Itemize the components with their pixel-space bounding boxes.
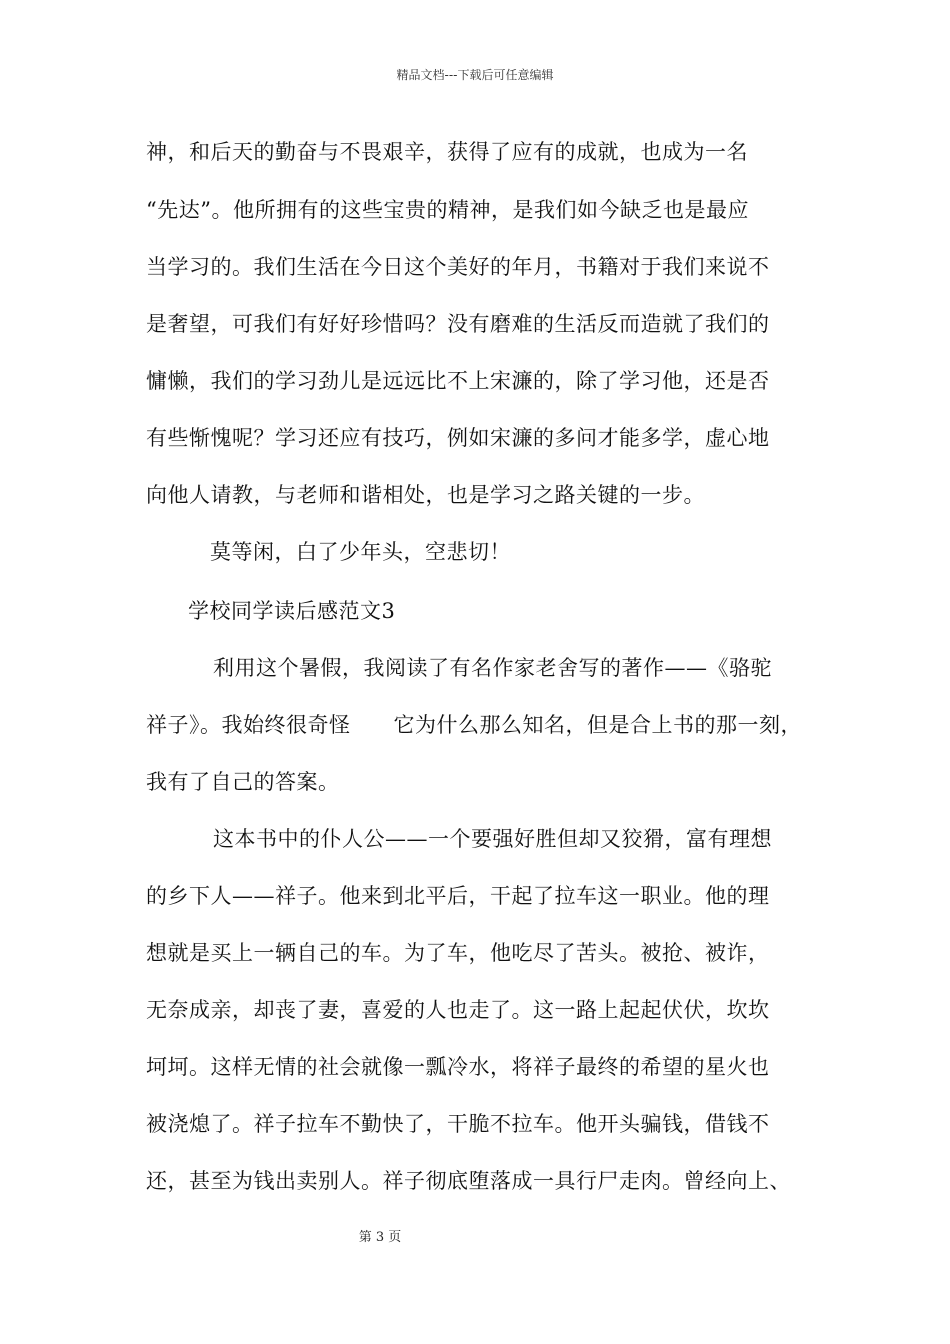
body-line-16: 被浇熄了。祥子拉车不勤快了，干脆不拉车。他开头骗钱，借钱不 — [146, 1112, 770, 1136]
section-heading: 学校同学读后感范文3 — [188, 599, 396, 623]
body-line-8: 利用这个暑假，我阅读了有名作家老舍写的著作——《骆驼 — [213, 656, 772, 680]
body-line-15: 坷坷。这样无情的社会就像一瓢冷水，将祥子最终的希望的星火也 — [146, 1055, 770, 1079]
body-line-6: 有些惭愧呢？学习还应有技巧，例如宋濂的多问才能多学，虚心地 — [146, 426, 770, 450]
body-line-4: 是奢望，可我们有好好珍惜吗？没有磨难的生活反而造就了我们的 — [146, 312, 770, 336]
body-line-5: 慵懒，我们的学习劲儿是远远比不上宋濂的，除了学习他，还是否 — [146, 369, 770, 393]
page-number: 第 3 页 — [358, 1230, 402, 1245]
body-line-7: 向他人请教，与老师和谐相处，也是学习之路关键的一步。 — [146, 483, 705, 507]
body-line-11: 这本书中的仆人公——一个要强好胜但却又狡猾，富有理想 — [213, 827, 772, 851]
body-line-13: 想就是买上一辆自己的车。为了车，他吃尽了苦头。被抢、被诈， — [146, 941, 770, 965]
quote-line: 莫等闲，白了少年头，空悲切！ — [210, 540, 511, 564]
body-line-9: 祥子》。我始终很奇怪 它为什么那么知名，但是合上书的那一刻， — [146, 713, 802, 737]
body-line-1: 神，和后天的勤奋与不畏艰辛，获得了应有的成就，也成为一名 — [146, 140, 748, 164]
body-line-14: 无奈成亲，却丧了妻，喜爱的人也走了。这一路上起起伏伏，坎坎 — [146, 998, 770, 1022]
body-line-12: 的乡下人——祥子。他来到北平后，干起了拉车这一职业。他的理 — [146, 884, 770, 908]
body-line-10: 我有了自己的答案。 — [146, 770, 340, 794]
body-line-2: “先达”。他所拥有的这些宝贵的精神，是我们如今缺乏也是最应 — [146, 198, 749, 222]
body-line-3: 当学习的。我们生活在今日这个美好的年月，书籍对于我们来说不 — [146, 255, 770, 279]
page-header: 精品文档---下载后可任意编辑 — [396, 68, 554, 82]
body-line-17: 还，甚至为钱出卖别人。祥子彻底堕落成一具行尸走肉。曾经向上、 — [146, 1169, 791, 1193]
